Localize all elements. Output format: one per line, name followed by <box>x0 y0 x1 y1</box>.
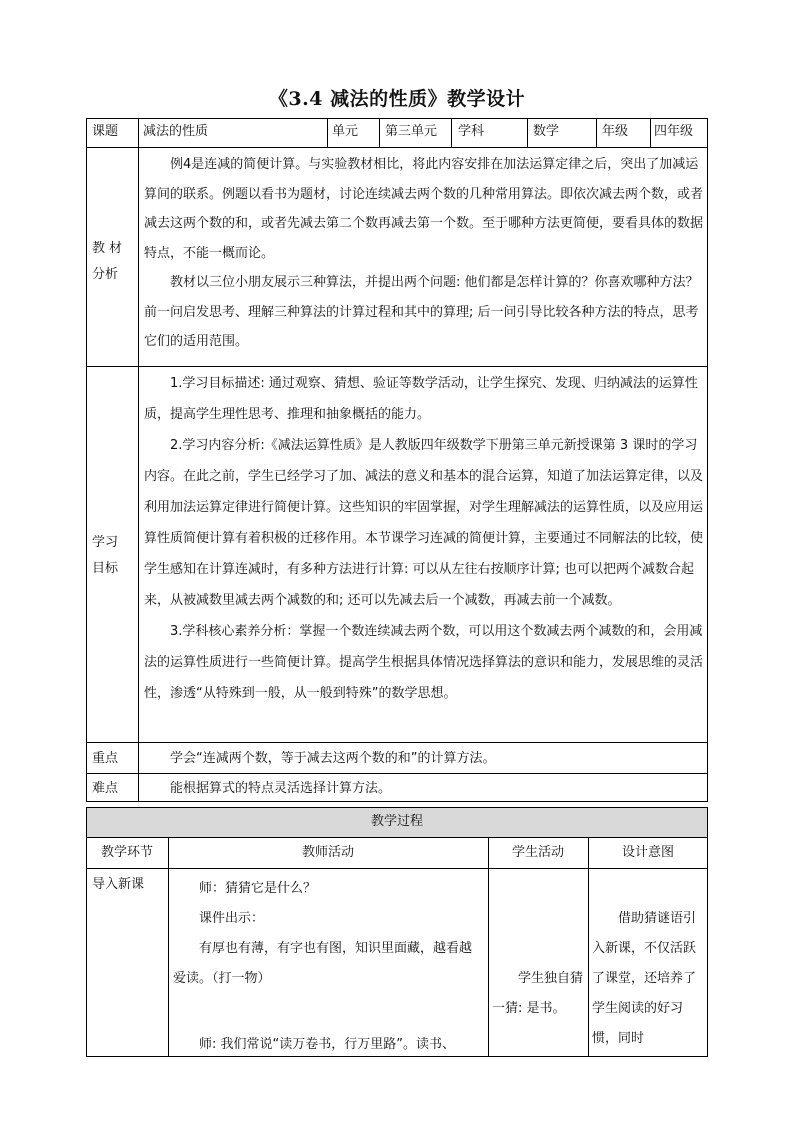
difficulty-text: 能根据算式的特点灵活选择计算方法。 <box>170 781 392 796</box>
material-label-line2: 分析 <box>92 267 119 282</box>
student-activity <box>492 964 584 1024</box>
material-paragraph: 教材以三位小朋友展示三种算法，并提出两个问题: 他们都是怎样计算的？你喜欢哪种方法？前一问启发思考、理解三种算法的计算过程和其中的算理; 后一问引导比较各种方法的特点，思考它们的适用范围。 <box>144 275 699 349</box>
teacher-line: 师: 我们常说“读万卷书，行万里路”。读书、 <box>199 1037 455 1052</box>
col-student-header: 学生活动 <box>511 845 564 860</box>
difficulty-label: 难点 <box>92 781 119 796</box>
goals-paragraph: 2.学习内容分析:《减法运算性质》是人教版四年级数学下册第三单元新授课第 3 课时的学习内容。在此之前，学生已经学习了加、减法的意义和基本的混合运算，知道了加法运算定律，以及利用加法运算定律进行简便计算。这些知识的牢固掌握，对学生理解减法的运算性质，以及应用运算性质简便计算有着积极的迁移作用。本节课学习连减的简便计算，主要通过不同解法的比较，使学生感知在计算连减时，有多种方法进行计算: 可以从左往右按顺序计算; 也可以把两个减数合起来，从被减数里减去两个减数的和; 还可以先减去后一个减数，再减去前一个减数。 <box>144 438 704 608</box>
goals-label-line1: 学习 <box>92 535 119 550</box>
goals-paragraph: 3.学科核心素养分析：掌握一个数连续减去两个数，可以用这个数减去两个减数的和，会用减法的运算性质进行一些简便计算。提高学生根据具体情况选择算法的意识和能力，发展思维的灵活性，渗透“从特殊到一般，从一般到特殊”的数学思想。 <box>144 624 704 701</box>
teacher-activity <box>173 874 484 1060</box>
col-intent-header: 设计意图 <box>621 845 674 860</box>
col-teacher-header: 教师活动 <box>301 845 354 860</box>
material-label <box>92 236 136 288</box>
subject-value: 数学 <box>533 124 560 139</box>
material-paragraph: 例4是连减的简便计算。与实验教材相比，将此内容安排在加法运算定律之后，突出了加减运算间的联系。例题以看书为题材，讨论连续减去两个数的几种常用算法。即依次减去两个数，或者减去这两个数的和，或者先减去第二个数再减去第一个数。至于哪种方法更简便，要看具体的数据特点，不能一概而论。 <box>144 157 704 261</box>
goals-label <box>92 530 136 582</box>
step-intro: 导入新课 <box>92 877 145 892</box>
subject-label: 学科 <box>458 124 485 139</box>
teacher-line: 课件出示： <box>199 911 265 926</box>
document-title: 《3.4 减法的性质》教学设计 <box>268 88 526 110</box>
goals-content <box>144 368 704 709</box>
grade-value: 四年级 <box>654 124 694 139</box>
teacher-line: 有厚也有薄，有字也有图，知识里面藏，越看越爱读。（打一物） <box>173 941 473 986</box>
topic-value: 减法的性质 <box>143 124 209 139</box>
key-point-label: 重点 <box>92 751 119 766</box>
unit-label: 单元 <box>332 124 359 139</box>
design-intent-text: 借助猜谜语引入新课，不仅活跃了课堂，还培养了学生阅读的好习惯，同时 <box>592 911 697 1046</box>
key-point-text: 学会“连减两个数，等于减去这两个数的和”的计算方法。 <box>170 751 496 766</box>
teacher-line: 师：猜猜它是什么？ <box>199 881 317 896</box>
unit-value: 第三单元 <box>385 124 438 139</box>
col-step-header: 教学环节 <box>100 845 153 860</box>
material-content <box>144 150 704 357</box>
student-activity-text: 学生独自猜一猜: 是书。 <box>492 971 584 1016</box>
process-section-title: 教学过程 <box>370 814 423 829</box>
material-label-line1: 教 材 <box>92 241 123 256</box>
design-intent <box>592 904 704 1054</box>
goals-paragraph: 1.学习目标描述: 通过观察、猜想、验证等数学活动，让学生探究、发现、归纳减法的运算性质，提高学生理性思考、推理和抽象概括的能力。 <box>144 376 698 422</box>
topic-label: 课题 <box>92 124 119 139</box>
goals-label-line2: 目标 <box>92 561 119 576</box>
grade-label: 年级 <box>602 124 629 139</box>
